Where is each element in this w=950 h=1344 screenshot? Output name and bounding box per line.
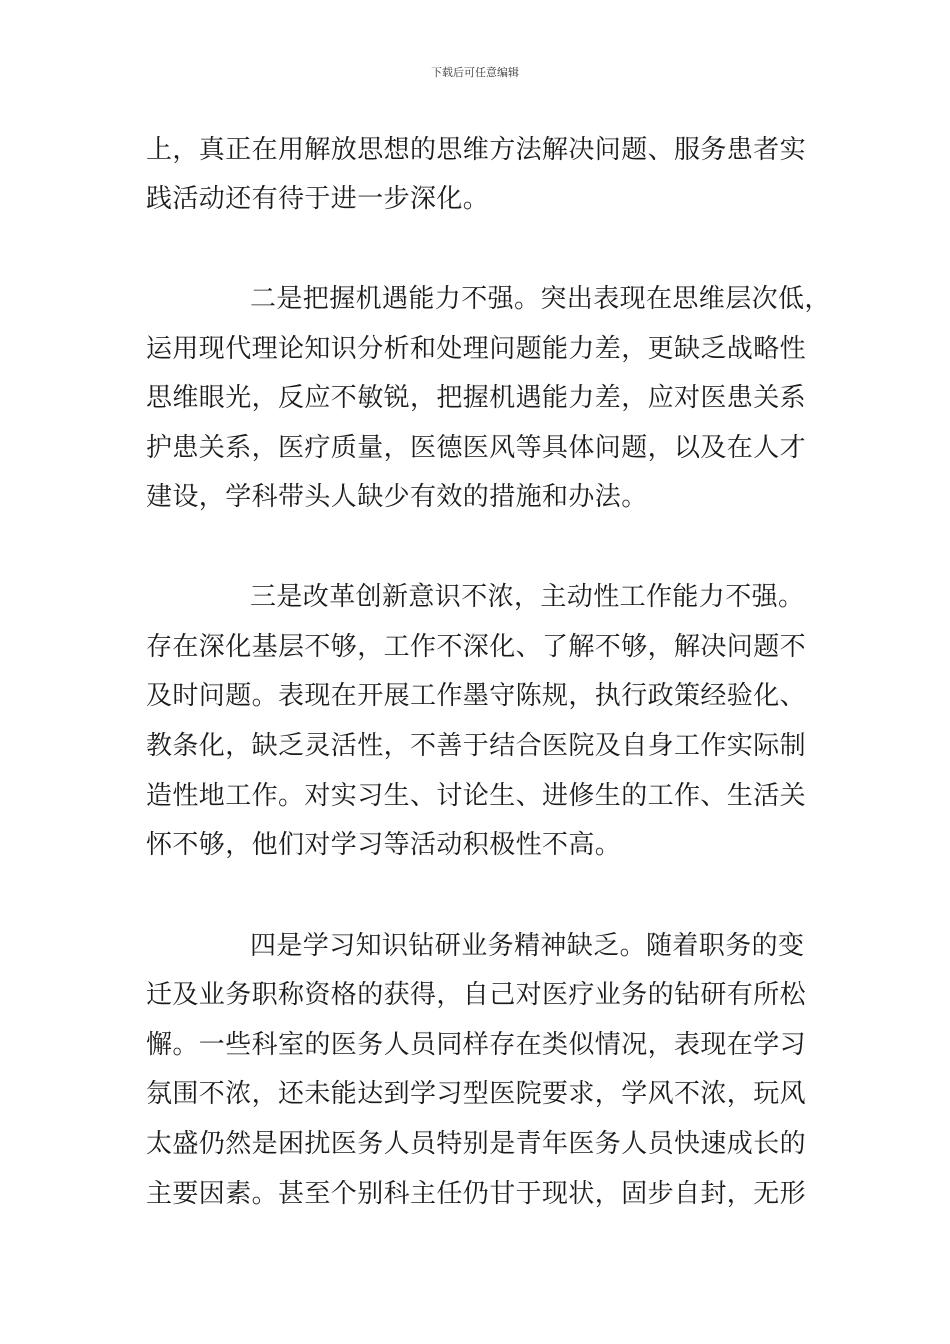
paragraph-4-line-5: 太盛仍然是困扰医务人员特别是青年医务人员快速成长的 xyxy=(146,1129,807,1159)
paragraph-2-line-1: 二是把握机遇能力不强。突出表现在思维层次低， xyxy=(250,284,831,314)
paragraph-3-line-3: 及时问题。表现在开展工作墨守陈规，执行政策经验化、 xyxy=(146,681,807,711)
paragraph-4-line-6: 主要因素。甚至个别科主任仍甘于现状，固步自封，无形 xyxy=(146,1179,807,1209)
paragraph-4-line-3: 懈。一些科室的医务人员同样存在类似情况，表现在学习 xyxy=(146,1030,807,1060)
paragraph-2-line-5: 建设，学科带头人缺少有效的措施和办法。 xyxy=(146,482,648,512)
page-header: 下载后可任意编辑 xyxy=(431,66,519,79)
paragraph-3-line-2: 存在深化基层不够，工作不深化、了解不够，解决问题不 xyxy=(146,632,807,662)
paragraph-1-line-2: 践活动还有待于进一步深化。 xyxy=(146,184,490,214)
paragraph-4-line-4: 氛围不浓，还未能达到学习型医院要求，学风不浓，玩风 xyxy=(146,1079,807,1109)
paragraph-3-line-4: 教条化，缺乏灵活性，不善于结合医院及自身工作实际制 xyxy=(146,731,807,761)
paragraph-2-line-2: 运用现代理论知识分析和处理问题能力差，更缺乏战略性 xyxy=(146,334,807,364)
paragraph-4-line-1: 四是学习知识钻研业务精神缺乏。随着职务的变 xyxy=(250,931,805,961)
paragraph-3-line-5: 造性地工作。对实习生、讨论生、进修生的工作、生活关 xyxy=(146,781,807,811)
paragraph-3-line-1: 三是改革创新意识不浓，主动性工作能力不强。 xyxy=(250,582,805,612)
paragraph-2-line-4: 护患关系，医疗质量，医德医风等具体问题，以及在人才 xyxy=(146,433,807,463)
paragraph-4-line-2: 迁及业务职称资格的获得，自己对医疗业务的钻研有所松 xyxy=(146,980,807,1010)
paragraph-1-line-1: 上，真正在用解放思想的思维方法解决问题、服务患者实 xyxy=(146,135,807,165)
paragraph-3-line-6: 怀不够，他们对学习等活动积极性不高。 xyxy=(146,830,622,860)
paragraph-2-line-3: 思维眼光，反应不敏锐，把握机遇能力差，应对医患关系 xyxy=(146,383,807,413)
